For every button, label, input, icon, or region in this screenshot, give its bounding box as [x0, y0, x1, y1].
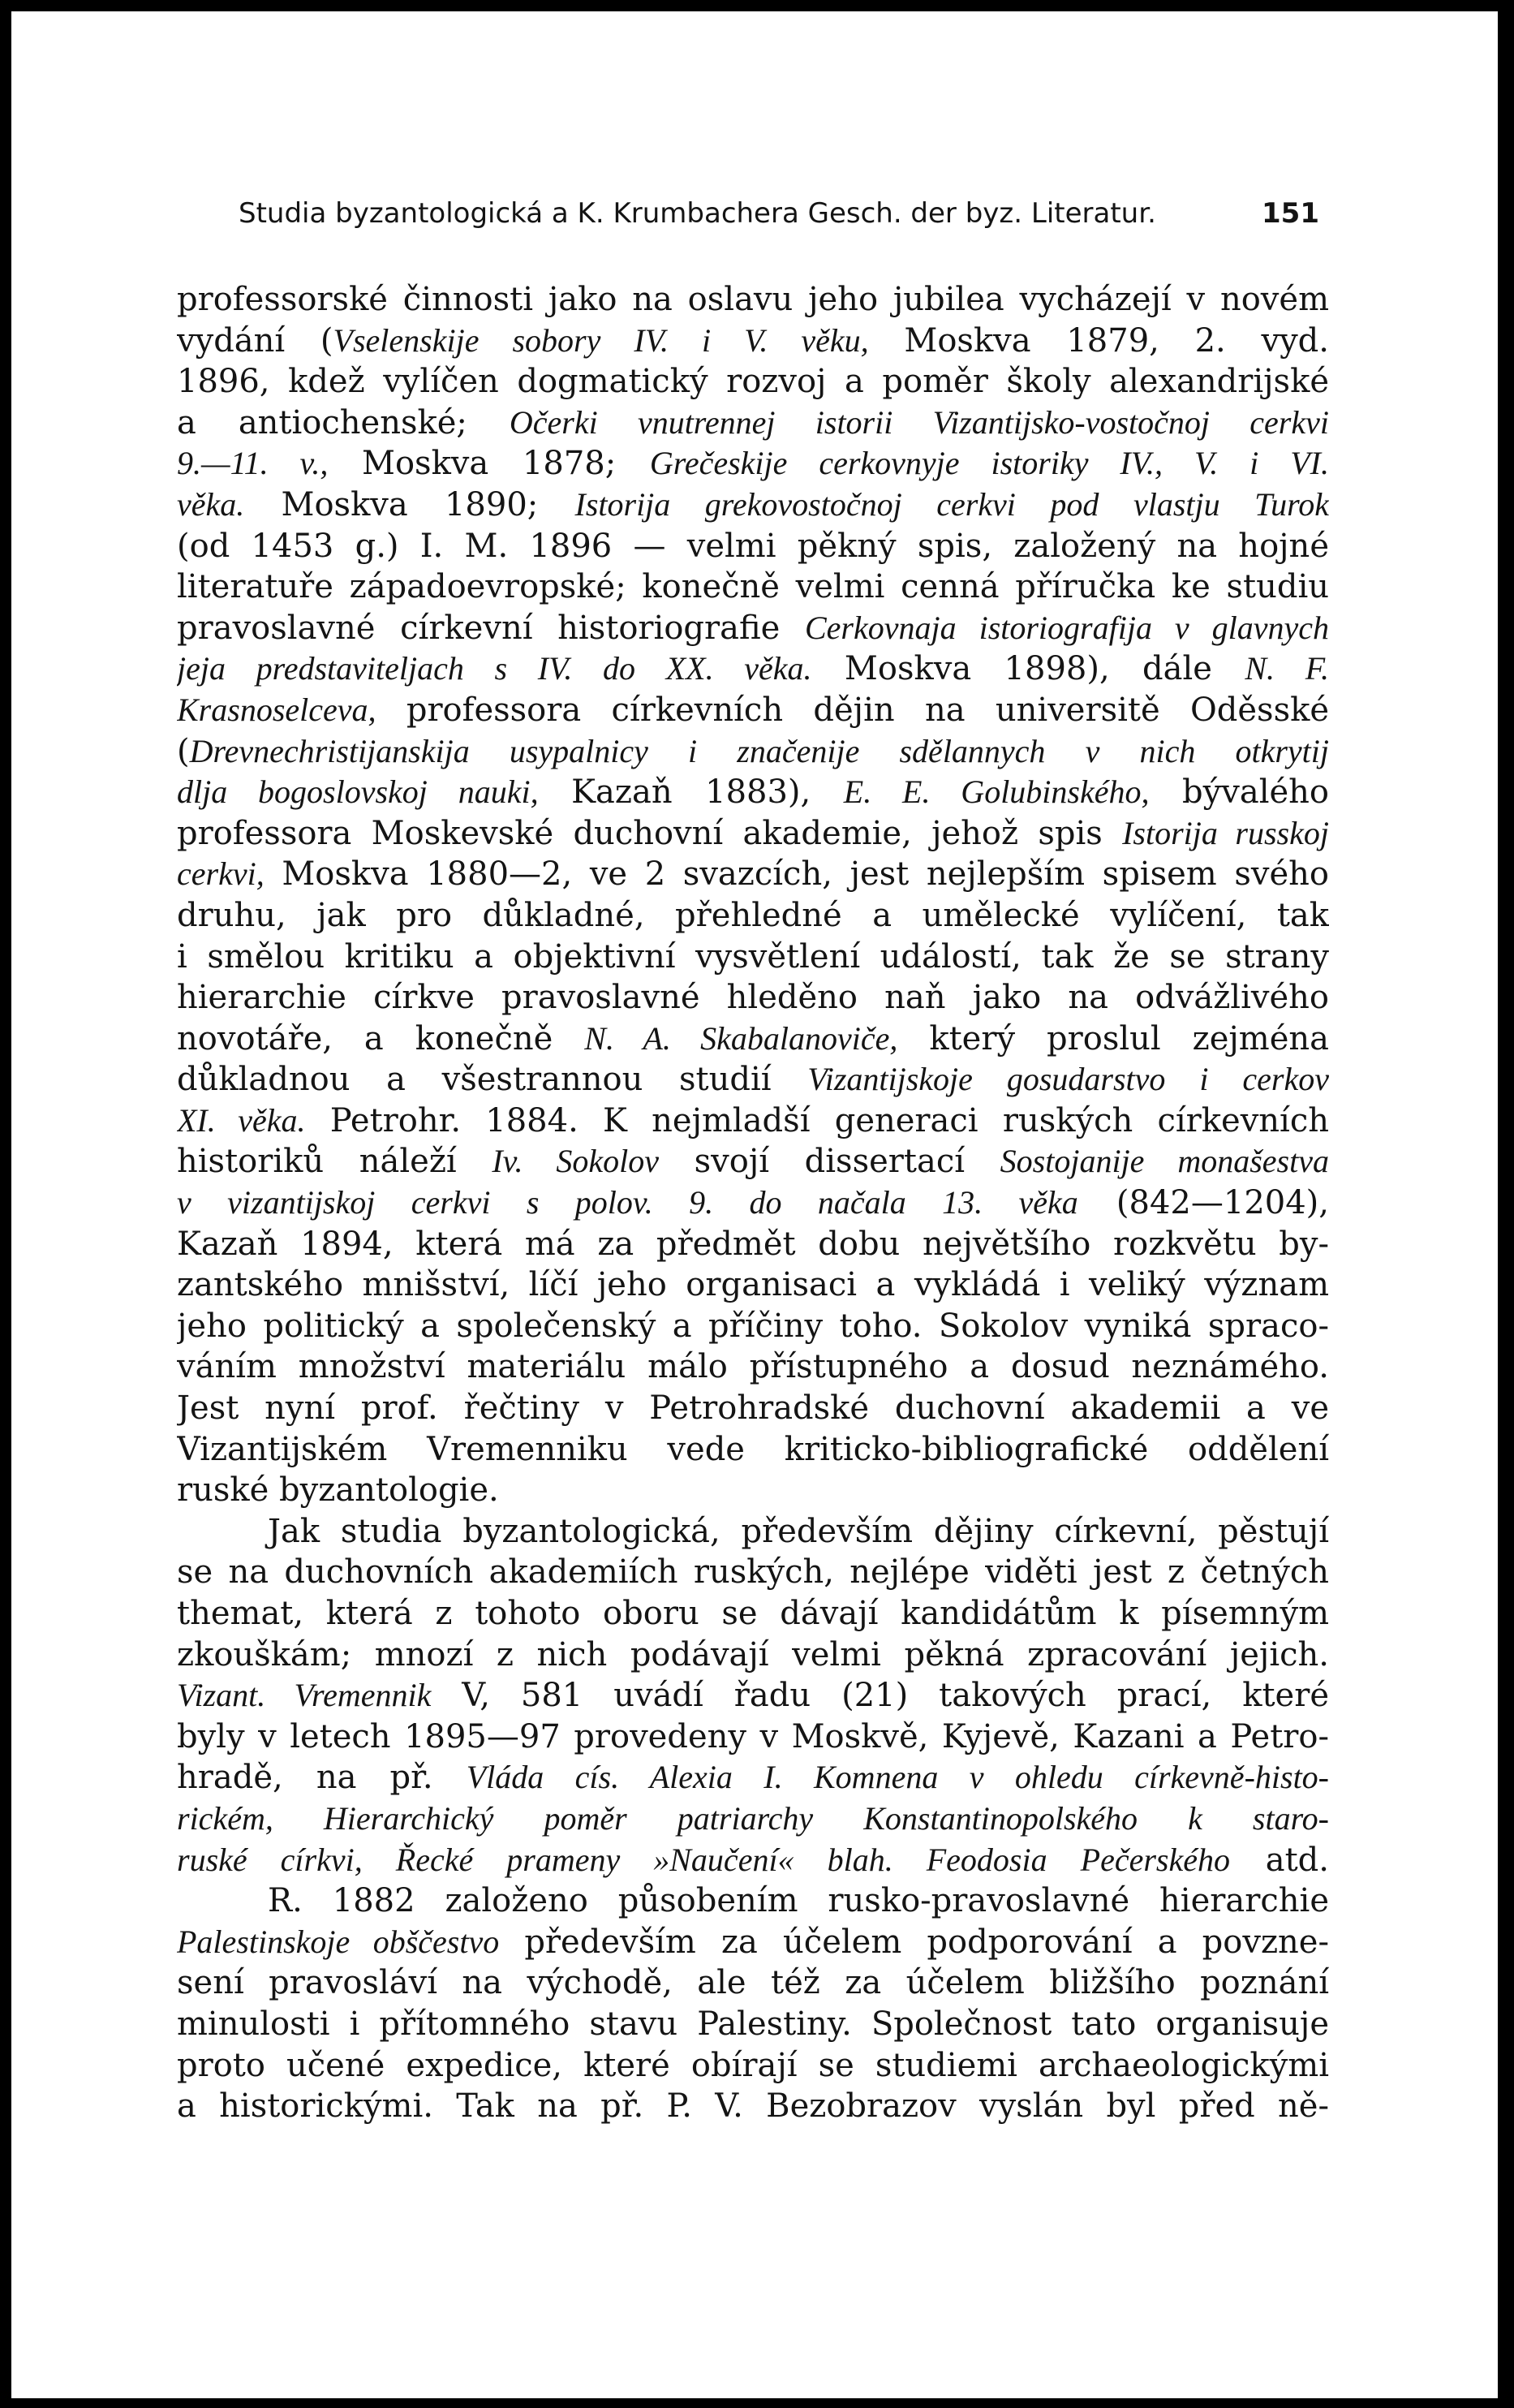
document-page: [11, 11, 1498, 2398]
page-header: [227, 193, 1324, 234]
text-segment: pravoslavné církevní historiografie: [177, 609, 805, 647]
text-segment: především za účelem podporování a povzne-: [499, 1923, 1329, 1961]
text-line: [177, 854, 1329, 895]
text-segment: váním množství materiálu málo přístupného a dosud neznámého.: [177, 1348, 1329, 1386]
text-line: [177, 1511, 1329, 1553]
italic-segment: 9.—11. v.,: [177, 445, 329, 482]
italic-segment: Cerkovnaja istoriografija v glavnych: [805, 609, 1329, 646]
text-line: [177, 1141, 1329, 1182]
text-line: [177, 895, 1329, 937]
text-segment: professora Moskevské duchovní akademie, jehož spis: [177, 814, 1123, 852]
text-line: [177, 485, 1329, 526]
running-head: Studia byzantologická a K. Krumbachera Gesch. der byz. Literatur.: [239, 197, 1156, 230]
text-line: [177, 1346, 1329, 1388]
text-line: [177, 1798, 1329, 1840]
text-line: [177, 2086, 1329, 2127]
text-line: [177, 1019, 1329, 1060]
text-line: [177, 1675, 1329, 1717]
text-line: [177, 2045, 1329, 2087]
text-line: [177, 1182, 1329, 1224]
text-segment: Petrohr. 1884. K nejmladší generaci ruských církevních: [305, 1101, 1329, 1139]
text-segment: Jest nyní prof. řečtiny v Petrohradské duchovní akademii a ve: [177, 1389, 1329, 1428]
text-segment: (od 1453 g.) I. M. 1896 — velmi pěkný spis, založený na hojné: [177, 527, 1329, 565]
text-line: [177, 1306, 1329, 1347]
text-segment: a historickými. Tak na př. P. V. Bezobrazov vyslán byl před ně-: [177, 2087, 1329, 2126]
text-line: [177, 772, 1329, 813]
italic-segment: Krasnoselceva,: [177, 691, 376, 728]
text-segment: jeho politický a společenský a příčiny toho. Sokolov vyniká spraco-: [177, 1307, 1329, 1345]
text-line: [177, 977, 1329, 1019]
italic-segment: Iv. Sokolov: [492, 1143, 659, 1180]
italic-segment: N. F.: [1245, 650, 1329, 687]
text-segment: hradě, na př.: [177, 1759, 467, 1797]
body-text: [177, 279, 1329, 2127]
text-line: [177, 1922, 1329, 1963]
text-line: [177, 813, 1329, 855]
text-segment: ruské byzantologie.: [177, 1471, 499, 1510]
text-segment: Moskva 1898), dále: [811, 650, 1245, 688]
text-line: [177, 1717, 1329, 1758]
text-segment: minulosti i přítomného stavu Palestiny. Společnost tato organisuje: [177, 2005, 1329, 2043]
text-segment: professorské činnosti jako na oslavu jeho jubilea vycházejí v novém: [177, 281, 1329, 318]
text-line: [177, 731, 1329, 773]
italic-segment: Istorija russkoj: [1122, 814, 1329, 851]
italic-segment: XI. věka.: [177, 1101, 306, 1139]
italic-segment: N. A. Skabalanoviče,: [584, 1019, 898, 1057]
text-segment: zantského mnišství, líčí jeho organisaci a vykládá i veliký význam: [177, 1266, 1329, 1304]
text-segment: i smělou kritiku a objektivní vysvětlení událostí, tak že se strany: [177, 937, 1329, 976]
page-number: 151: [1262, 197, 1319, 230]
text-segment: R. 1882 založeno působením rusko-pravoslavné hierarchie: [268, 1882, 1329, 1920]
text-line: [177, 1059, 1329, 1101]
text-line: [177, 1962, 1329, 2004]
text-segment: svojí dissertací: [659, 1143, 1000, 1181]
text-segment: se na duchovních akademiích ruských, nejlépe viděti jest z četných: [177, 1553, 1329, 1592]
text-line: [177, 1470, 1329, 1511]
text-segment: důkladnou a všestrannou studií: [177, 1061, 808, 1099]
text-segment: V, 581 uvádí řadu (21) takových prací, které: [431, 1677, 1329, 1715]
italic-segment: cerkvi,: [177, 855, 265, 893]
italic-segment: Vselenskije sobory IV. i V. věku,: [333, 321, 869, 359]
text-line: [177, 690, 1329, 731]
text-line: [177, 1388, 1329, 1429]
text-segment: (842—1204),: [1077, 1184, 1329, 1222]
text-line: [177, 526, 1329, 567]
italic-segment: Sostojanije monašestva: [1000, 1143, 1329, 1180]
text-segment: který proslul zejména: [897, 1019, 1329, 1058]
text-segment: a antiochenské;: [177, 403, 510, 442]
text-segment: Moskva 1878;: [328, 445, 650, 483]
text-segment: Moskva 1879, 2. vyd.: [868, 321, 1329, 360]
text-segment: druhu, jak pro důkladné, přehledné a umělecké vylíčení, tak: [177, 896, 1329, 934]
text-segment: themat, která z tohoto oboru se dávají kandidátům k písemným: [177, 1595, 1329, 1632]
italic-segment: Vláda cís. Alexia I. Komnena v ohledu církevně-histo-: [466, 1759, 1329, 1796]
text-segment: (: [177, 732, 190, 770]
italic-segment: Istorija grekovostočnoj cerkvi pod vlastju Turok: [574, 485, 1329, 523]
italic-segment: Drevnechristijanskija usypalnicy i značenije sdělannych v nich otkrytij: [189, 732, 1329, 769]
italic-segment: Grečeskije cerkovnyje istoriky IV., V. i VI.: [649, 445, 1329, 482]
italic-segment: Vizant. Vremennik: [177, 1677, 432, 1714]
text-segment: Kazaň 1883),: [538, 773, 844, 812]
text-line: [177, 1224, 1329, 1265]
text-line: [177, 443, 1329, 485]
italic-segment: Palestinskoje obščestvo: [177, 1923, 500, 1960]
text-line: [177, 566, 1329, 608]
text-line: [177, 937, 1329, 978]
italic-segment: Očerki vnutrennej istorii Vizantijsko-vostočnoj cerkvi: [509, 403, 1329, 441]
text-segment: byly v letech 1895—97 provedeny v Moskvě, Kyjevě, Kazani a Petro-: [177, 1717, 1329, 1755]
italic-segment: ruské církvi, Řecké prameny »Naučení« blah. Feodosia Pečerského: [177, 1841, 1230, 1878]
text-line: [177, 1757, 1329, 1798]
text-segment: vydání (: [177, 321, 333, 360]
text-line: [177, 1264, 1329, 1306]
text-segment: Vizantijském Vremenniku vede kriticko-bibliografické oddělení: [177, 1430, 1329, 1468]
text-segment: Moskva 1880—2, ve 2 svazcích, jest nejlepším spisem svého: [264, 855, 1329, 894]
text-line: [177, 1840, 1329, 1881]
text-segment: historiků náleží: [177, 1143, 492, 1181]
text-segment: Moskva 1890;: [244, 485, 575, 523]
text-segment: Kazaň 1894, která má za předmět dobu největšího rozkvětu by-: [177, 1225, 1329, 1263]
italic-segment: rickém, Hierarchický poměr patriarchy Konstantinopolského k staro-: [177, 1799, 1329, 1837]
text-segment: zkouškám; mnozí z nich podávají velmi pěkná zpracování jejich.: [177, 1635, 1329, 1674]
text-line: [177, 403, 1329, 444]
text-line: [177, 361, 1329, 403]
italic-segment: věka.: [177, 485, 245, 523]
italic-segment: dlja bogoslovskoj nauki,: [177, 773, 539, 811]
text-line: [177, 1429, 1329, 1471]
text-line: [177, 2004, 1329, 2045]
italic-segment: jeja predstaviteljach s IV. do XX. věka.: [177, 650, 812, 687]
text-segment: sení pravosláví na východě, ale též za účelem bližšího poznání: [177, 1964, 1329, 2002]
text-segment: atd.: [1229, 1841, 1329, 1879]
italic-segment: v vizantijskoj cerkvi s polov. 9. do načala 13. věka: [177, 1184, 1078, 1221]
text-line: [177, 1635, 1329, 1676]
text-segment: proto učené expedice, které obírají se studiemi archaeologickými: [177, 2046, 1329, 2084]
text-line: [177, 1101, 1329, 1142]
text-segment: bývalého: [1149, 773, 1329, 812]
italic-segment: E. E. Golubinského,: [843, 773, 1150, 811]
text-line: [177, 1593, 1329, 1635]
text-segment: professora církevních dějin na universitě Oděsské: [376, 691, 1329, 729]
text-line: [177, 1880, 1329, 1922]
text-segment: Jak studia byzantologická, především dějiny církevní, pěstují: [268, 1512, 1329, 1550]
italic-segment: Vizantijskoje gosudarstvo i cerkov: [807, 1061, 1329, 1098]
text-segment: hierarchie církve pravoslavné hleděno naň jako na odvážlivého: [177, 979, 1329, 1017]
text-line: [177, 321, 1329, 362]
text-segment: 1896, kdež vylíčen dogmatický rozvoj a poměr školy alexandrijské: [177, 363, 1329, 401]
text-line: [177, 279, 1329, 321]
text-segment: novotáře, a konečně: [177, 1019, 585, 1058]
text-line: [177, 608, 1329, 649]
text-segment: literatuře západoevropské; konečně velmi cenná příručka ke studiu: [177, 568, 1329, 606]
text-line: [177, 1552, 1329, 1593]
text-line: [177, 648, 1329, 690]
